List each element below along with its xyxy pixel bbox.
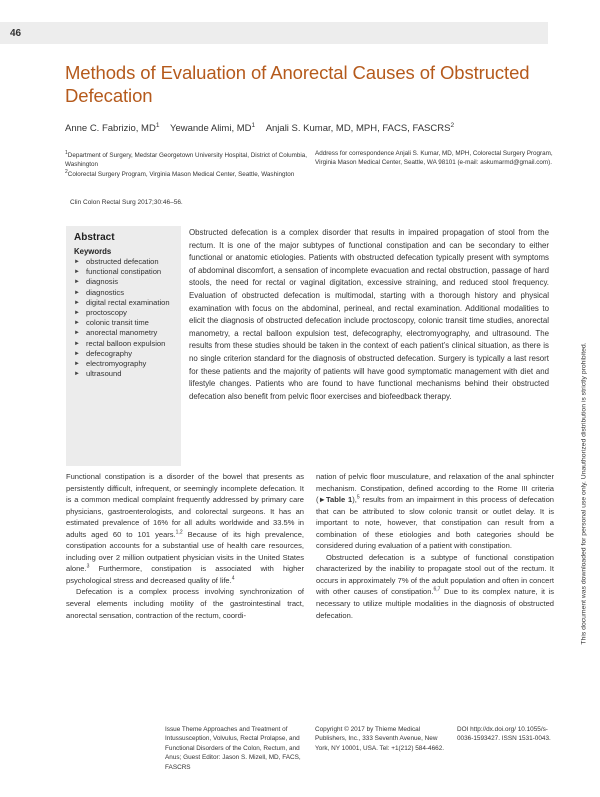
table-reference-link[interactable]: ►Table 1 <box>318 495 353 505</box>
keyword-item: ► colonic transit time <box>74 318 184 328</box>
affiliation-sup: 2 <box>65 169 68 175</box>
reference-sup: 6,7 <box>433 586 441 593</box>
issue-theme: Issue Theme Approaches and Treatment of Intussusception, Volvulus, Rectal Prolapse, and Functional Disorders of the Colon, Rectum, and Anus; Guest Editor: Jason S. Mizell, MD, FACS, FASCRS <box>165 726 301 771</box>
keyword-item: ► proctoscopy <box>74 308 184 318</box>
body-text: Obstructed defecation is a subtype of functional constipation characterized by the inability to propagate stool out of the rectum. It occurs in approximately 7% of the adult population and often in concert with other causes of constipation. <box>316 552 554 597</box>
keyword-item: ► electromyography <box>74 359 184 369</box>
reference-sup: 3 <box>86 563 90 570</box>
keyword-item: ► diagnosis <box>74 277 184 287</box>
body-text: nation of pelvic floor musculature, and relaxation of the anal sphincter mechanism. Constipation, defined according to the Rome III criteria ( <box>316 472 554 505</box>
keyword-item: ► obstructed defecation <box>74 257 184 267</box>
abstract-text: Obstructed defecation is a complex disorder that results in impaired propagation of stool from the rectum. It is one of the major subtypes of functional constipation and can be secondary to either functional or anatomic etiologies. Patients with obstructed defecation typically present with symptoms of abdominal discomfort, a sensation of incomplete evacuation and rectal obstruction, passage of hard stools, the need for rectal or vaginal digitation, excessive straining, and reduced stool frequency. Evaluation of obstructed defecation is multimodal, starting with a thorough history and physical examination with focus on the abdominal, perineal, and rectal examination. Additional modalities to elicit the diagnosis of obstructed defecation include proctoscopy, colonic transit time studies, anorectal manometry, a rectal balloon expulsion test, defecography, electromyography, and ultrasound. The results from these studies should be taken in the context of each patient’s clinical situation, as there is no single criterion standard for the diagnosis of obstructed defecation. Surgery is typically a last resort for these patients and the majority of patients will have good symptomatic management with diet and lifestyle changes. Patients who are found to have functional mechanisms behind their obstructed defecation also benefit from pelvic floor exercises and biofeedback therapy. <box>189 228 549 401</box>
body-text: Because of its high prevalence, constipation accounts for a substantial use of health care resources, including over 2 million outpatient physician visits in the United States alone. <box>66 529 304 574</box>
reference-sup: 5 <box>356 494 360 501</box>
keywords-heading: Keywords <box>74 247 112 256</box>
download-notice-text: This document was downloaded for personal use only. Unauthorized distribution is strictly prohibited. <box>580 342 588 645</box>
affiliation-sup: 1 <box>65 150 68 156</box>
affiliation-text: Colorectal Surgery Program, Virginia Mason Medical Center, Seattle, Washington <box>67 171 295 179</box>
affiliation <box>65 149 315 170</box>
affiliation-text: Department of Surgery, Medstar Georgetown University Hospital, District of Columbia, Washington <box>65 152 308 169</box>
body-paragraph <box>316 471 554 552</box>
abstract-heading: Abstract <box>74 232 115 243</box>
body-paragraph <box>316 552 554 621</box>
citation: Clin Colon Rectal Surg 2017;30:46–56. <box>70 199 183 206</box>
keyword-item: ► diagnostics <box>74 288 184 298</box>
body-paragraph <box>66 471 304 586</box>
body-text: Due to its complex nature, it is necessary to utilize multiple modalities in the diagnosis of obstructed defecation. <box>316 587 555 620</box>
keyword-item: ► defecography <box>74 349 184 359</box>
keyword-item: ► rectal balloon expulsion <box>74 339 184 349</box>
reference-sup: 1,2 <box>175 529 183 536</box>
body-text: Furthermore, constipation is associated with higher psychological stress and decreased quality of life. <box>66 564 304 585</box>
doi-issn: DOI http://dx.doi.org/ 10.1055/s-0036-1593427. ISSN 1531-0043. <box>457 726 551 743</box>
body-paragraph: Defecation is a complex process involving synchronization of several elements including motility of the gastrointestinal tract, anorectal sensation, contraction of the rectum, coordi- <box>66 587 304 620</box>
keyword-item: ► functional constipation <box>74 267 184 277</box>
reference-sup: 4 <box>231 575 235 582</box>
author-name: Yewande Alimi, MD <box>170 123 252 135</box>
keyword-item: ► ultrasound <box>74 369 184 379</box>
author-list <box>65 122 545 134</box>
page-number: 46 <box>10 28 22 39</box>
keyword-item: ► digital rectal examination <box>74 298 184 308</box>
author-name: Anne C. Fabrizio, MD <box>65 123 156 135</box>
keyword-item: ► anorectal manometry <box>74 328 184 338</box>
author-sup: 2 <box>450 122 455 129</box>
download-notice <box>574 220 588 780</box>
affiliation <box>65 168 315 179</box>
keyword-list <box>74 257 184 379</box>
article-title: Methods of Evaluation of Anorectal Causes of Obstructed Defecation <box>65 62 530 106</box>
body-text: Functional constipation is a disorder of the bowel that presents as persistently difficult, infrequent, or seemingly incomplete defecation. It is a common medical complaint frequently addressed by primary care physicians, gastroenterologists, and colorectal surgeons. It has an estimated prevalence of 16% for all adults worldwide and 33.5% in adults aged 60 to 101 years. <box>66 472 304 539</box>
author-sup: 1 <box>251 122 256 129</box>
body-column-left <box>66 471 304 621</box>
author-sup: 1 <box>155 122 160 129</box>
body-text: results from an impairment in this process of defecation that can be attributed to slow colonic transit or outlet delay. It is important to note, however, that constipation can result from a combination of these etiologies and both categories should be considered during evaluation of a patient with constipation. <box>316 495 555 551</box>
body-column-right <box>316 471 554 621</box>
correspondence: Address for correspondence Anjali S. Kumar, MD, MPH, Colorectal Surgery Program, Virginia Mason Medical Center, Seattle, WA 98101 (e-mail: askumarmd@gmail.com). <box>315 150 553 167</box>
body-text: ), <box>352 495 357 505</box>
header-bar <box>0 22 548 44</box>
author-name: Anjali S. Kumar, MD, MPH, FACS, FASCRS <box>265 123 451 135</box>
copyright: Copyright © 2017 by Thieme Medical Publishers, Inc., 333 Seventh Avenue, New York, NY 10001, USA. Tel: +1(212) 584-4662. <box>315 726 445 752</box>
